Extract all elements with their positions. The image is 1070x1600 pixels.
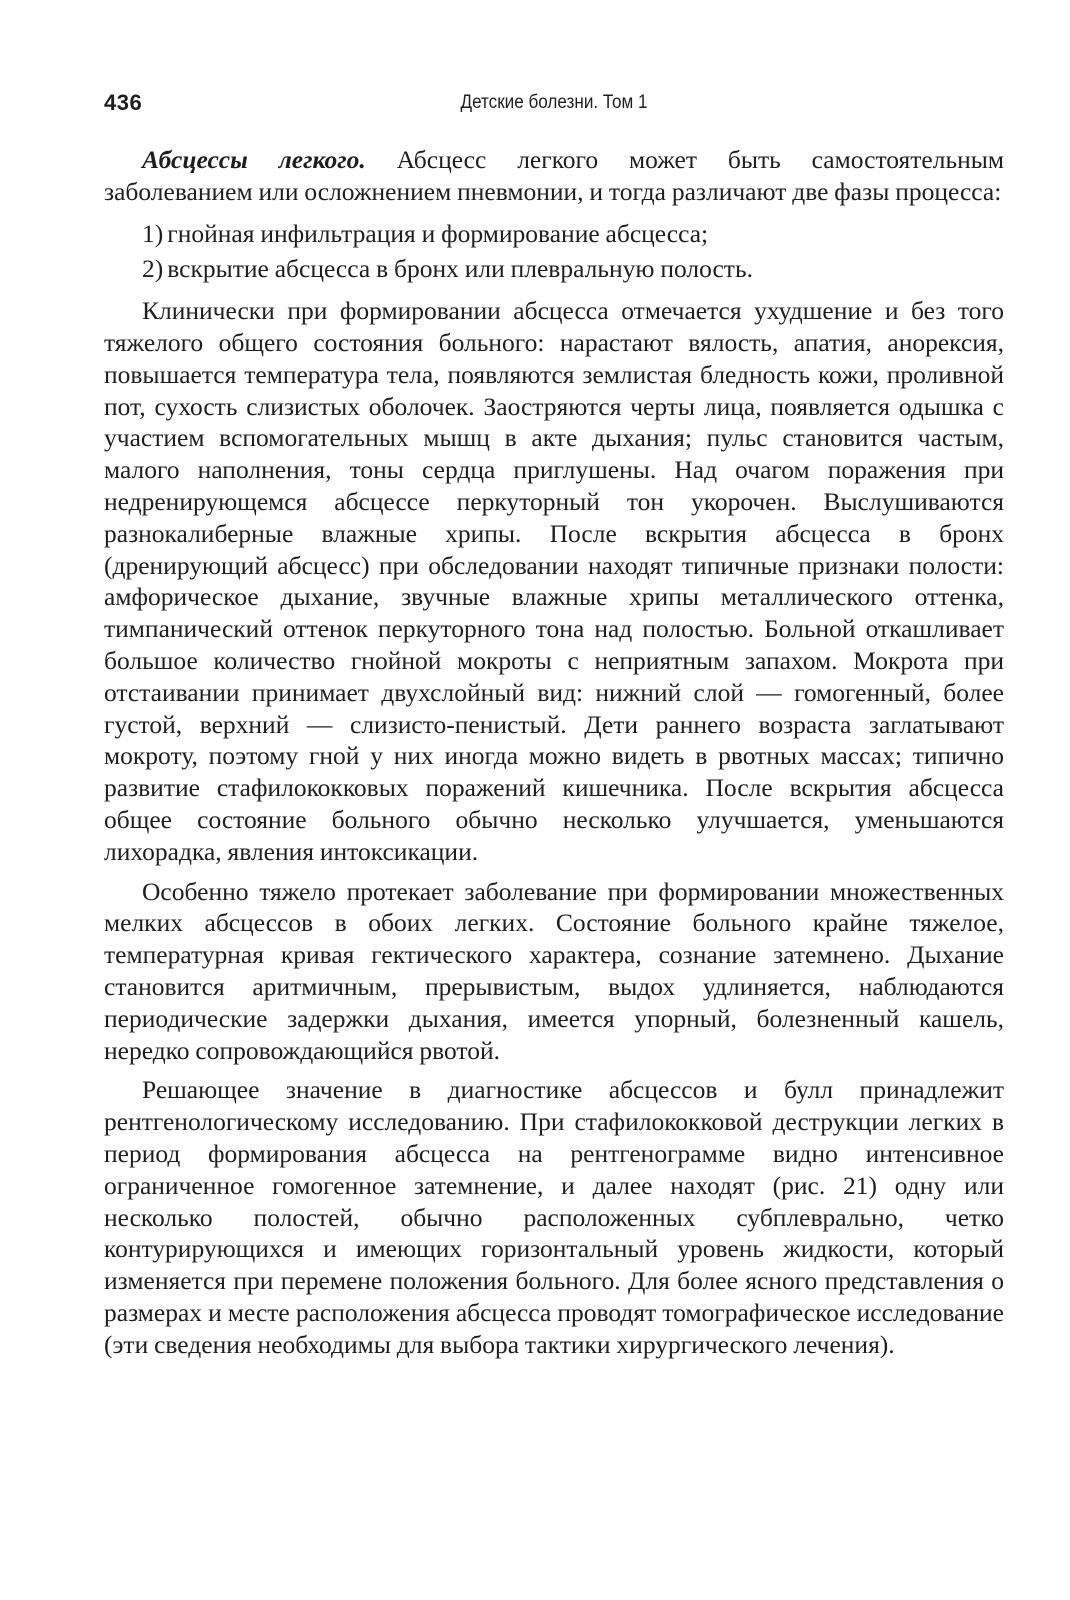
intro-paragraph	[104, 144, 1004, 208]
paragraph-clinical-picture: Клинически при формировании абсцесса отмечается ухудшение и без того тяжелого общего состояния больного: нарастают вялость, апатия, анорексия, повышается температура тела, появляются землистая бледность кожи, проливной пот, сухость слизистых оболочек. Заостряются черты лица, появляется одышка с участием вспомогательных мышц в акте дыхания; пульс становится частым, малого наполнения, тоны сердца приглушены. Над очагом поражения при недренирующемся абсцессе перкуторный тон укорочен. Выслушиваются разнокалиберные влажные хрипы. После вскрытия абсцесса в бронх (дренирующий абсцесс) при обследовании находят типичные признаки полости: амфорическое дыхание, звучные влажные хрипы металлического оттенка, тимпанический оттенок перкуторного тона над полостью. Больной откашливает большое количество гнойной мокроты с неприятным запахом. Мокрота при отстаивании принимает двухслойный вид: нижний слой — гомогенный, более густой, верхний — слизисто-пенистый. Дети раннего возраста заглатывают мокроту, поэтому гной у них иногда можно видеть в рвотных массах; типично развитие стафилококковых поражений кишечника. После вскрытия абсцесса общее состояние больного обычно несколько улучшается, уменьшаются лихорадка, явления интоксикации.	[104, 296, 1004, 866]
paragraph-multiple-abscesses: Особенно тяжело протекает заболевание при формировании множественных мелких абсцессов в обоих легких. Состояние больного крайне тяжелое, температурная кривая гектического характера, сознание затемнено. Дыхание становится аритмичным, прерывистым, выдох удлиняется, наблюдаются периодические задержки дыхания, имеется упорный, болезненный кашель, нередко сопровождающийся рвотой.	[104, 876, 1004, 1065]
book-title: Детские болезни. Том 1	[460, 92, 648, 113]
list-item-number: 1)	[142, 218, 164, 248]
list-item-text: гнойная инфильтрация и формирование абсцесса;	[167, 218, 709, 248]
list-item-number: 2)	[142, 254, 164, 284]
phase-list	[104, 218, 1004, 286]
page-number: 436	[104, 90, 143, 115]
list-item	[142, 253, 1004, 285]
section-lead-heading: Абсцессы легкого.	[142, 145, 366, 174]
list-item	[142, 218, 1004, 250]
intro-text: Абсцесс легкого может быть самостоятельным заболеванием или осложнением пневмонии, и тогда различают две фазы процесса:	[104, 145, 1004, 206]
book-page	[104, 88, 1004, 1568]
list-item-text: вскрытие абсцесса в бронх или плевральную полость.	[167, 254, 753, 284]
paragraph-diagnostics: Решающее значение в диагностике абсцессов и булл принадлежит рентгенологическому исследованию. При стафилококковой деструкции легких в период формирования абсцесса на рентгенограмме видно интенсивное ограниченное гомогенное затемнение, и далее находят (рис. 21) одну или несколько полостей, обычно расположенных субплеврально, четко контурирующихся и имеющих горизонтальный уровень жидкости, который изменяется при перемене положения больного. Для более ясного представления о размерах и месте расположения абсцесса проводят томографическое исследование (эти сведения необходимы для выбора тактики хирургического лечения).	[104, 1075, 1004, 1359]
body-text	[104, 144, 1004, 1360]
running-header	[104, 88, 1004, 124]
